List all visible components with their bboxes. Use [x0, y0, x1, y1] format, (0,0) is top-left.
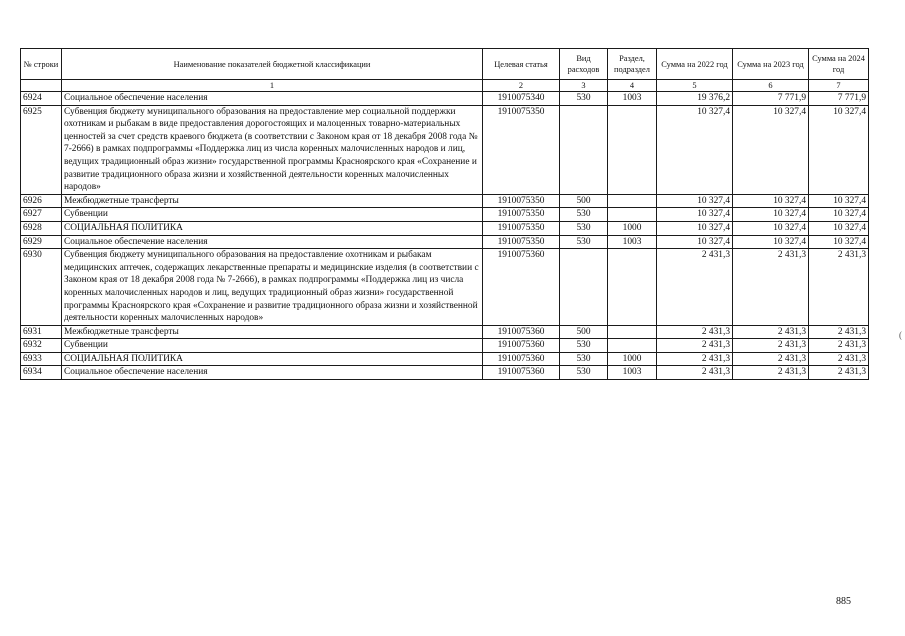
table-row	[21, 325, 869, 339]
target-article-cell: 1910075350	[483, 194, 560, 208]
section-cell: 1003	[608, 92, 657, 106]
sum-2023-cell: 2 431,3	[733, 366, 809, 380]
target-article-cell: 1910075360	[483, 352, 560, 366]
table-row	[21, 208, 869, 222]
table-row	[21, 221, 869, 235]
indicator-name-cell: СОЦИАЛЬНАЯ ПОЛИТИКА	[62, 221, 483, 235]
scan-edge-mark: (	[899, 330, 902, 340]
table-row	[21, 235, 869, 249]
sum-2024-cell: 2 431,3	[809, 352, 869, 366]
target-article-cell: 1910075350	[483, 105, 560, 194]
expense-type-cell: 500	[560, 194, 608, 208]
indicator-name-cell: Межбюджетные трансферты	[62, 194, 483, 208]
target-article-cell: 1910075360	[483, 366, 560, 380]
sum-2022-cell: 10 327,4	[657, 221, 733, 235]
column-number: 4	[608, 80, 657, 92]
column-number: 2	[483, 80, 560, 92]
column-number-blank	[21, 80, 62, 92]
sum-2022-cell: 2 431,3	[657, 366, 733, 380]
header-indicator-name: Наименование показателей бюджетной классификации	[62, 49, 483, 80]
target-article-cell: 1910075340	[483, 92, 560, 106]
target-article-cell: 1910075350	[483, 221, 560, 235]
expense-type-cell	[560, 105, 608, 194]
expense-type-cell: 530	[560, 221, 608, 235]
sum-2023-cell: 2 431,3	[733, 352, 809, 366]
table-row	[21, 92, 869, 106]
indicator-name-cell: Субвенция бюджету муниципального образования на предоставление охотникам и рыбакам медицинских аптечек, содержащих лекарственные препараты и медицинские изделия (в соответствии с Законом края от 18 декабря 2008 года № 7-2666), в рамках подпрограммы «Поддержка лиц из числа коренных малочисленных народов и лиц, ведущих традиционный образ жизни» государственной программы Красноярского края «Сохранение и развитие традиционного образа жизни и хозяйственной деятельности коренных малочисленных народов»	[62, 249, 483, 326]
header-row	[21, 49, 869, 80]
column-number: 7	[809, 80, 869, 92]
row-number-cell: 6932	[21, 339, 62, 353]
header-sum-2023: Сумма на 2023 год	[733, 49, 809, 80]
header-sum-2024: Сумма на 2024 год	[809, 49, 869, 80]
header-target-article: Целевая статья	[483, 49, 560, 80]
column-number: 1	[62, 80, 483, 92]
expense-type-cell: 530	[560, 352, 608, 366]
indicator-name-cell: Субвенции	[62, 339, 483, 353]
indicator-name-cell: СОЦИАЛЬНАЯ ПОЛИТИКА	[62, 352, 483, 366]
indicator-name-cell: Социальное обеспечение населения	[62, 235, 483, 249]
sum-2024-cell: 10 327,4	[809, 221, 869, 235]
sum-2022-cell: 2 431,3	[657, 339, 733, 353]
section-cell	[608, 105, 657, 194]
section-cell	[608, 339, 657, 353]
header-section: Раздел, подраздел	[608, 49, 657, 80]
sum-2023-cell: 10 327,4	[733, 221, 809, 235]
sum-2022-cell: 10 327,4	[657, 105, 733, 194]
column-number-row	[21, 80, 869, 92]
sum-2023-cell: 2 431,3	[733, 339, 809, 353]
expense-type-cell: 530	[560, 235, 608, 249]
section-cell	[608, 194, 657, 208]
page-number: 885	[836, 596, 851, 607]
target-article-cell: 1910075350	[483, 208, 560, 222]
section-cell: 1003	[608, 235, 657, 249]
row-number-cell: 6930	[21, 249, 62, 326]
target-article-cell: 1910075360	[483, 249, 560, 326]
row-number-cell: 6927	[21, 208, 62, 222]
header-expense-type: Вид расходов	[560, 49, 608, 80]
expense-type-cell: 530	[560, 208, 608, 222]
sum-2022-cell: 10 327,4	[657, 208, 733, 222]
sum-2024-cell: 2 431,3	[809, 366, 869, 380]
row-number-cell: 6924	[21, 92, 62, 106]
column-number: 5	[657, 80, 733, 92]
target-article-cell: 1910075360	[483, 325, 560, 339]
sum-2024-cell: 2 431,3	[809, 339, 869, 353]
sum-2022-cell: 10 327,4	[657, 235, 733, 249]
table-row	[21, 352, 869, 366]
target-article-cell: 1910075360	[483, 339, 560, 353]
row-number-cell: 6928	[21, 221, 62, 235]
header-sum-2022: Сумма на 2022 год	[657, 49, 733, 80]
expense-type-cell: 530	[560, 339, 608, 353]
sum-2023-cell: 2 431,3	[733, 325, 809, 339]
sum-2023-cell: 7 771,9	[733, 92, 809, 106]
indicator-name-cell: Социальное обеспечение населения	[62, 92, 483, 106]
indicator-name-cell: Субвенция бюджету муниципального образования на предоставление мер социальной поддержки охотникам и рыбакам в виде предоставления дорогостоящих и малоценных товарно-материальных ценностей за счет средств краевого бюджета (в соответствии с Законом края от 18 декабря 2008 года № 7-2666) в рамках подпрограммы «Поддержка лиц из числа коренных малочисленных народов и лиц, ведущих традиционный образ жизни» государственной программы Красноярского края «Сохранение и развитие традиционного образа жизни и хозяйственной деятельности коренных малочисленных народов»	[62, 105, 483, 194]
sum-2024-cell: 10 327,4	[809, 194, 869, 208]
sum-2023-cell: 2 431,3	[733, 249, 809, 326]
table-row	[21, 194, 869, 208]
section-cell	[608, 325, 657, 339]
row-number-cell: 6926	[21, 194, 62, 208]
sum-2022-cell: 2 431,3	[657, 352, 733, 366]
section-cell: 1000	[608, 221, 657, 235]
row-number-cell: 6933	[21, 352, 62, 366]
section-cell: 1000	[608, 352, 657, 366]
header-row-number: № строки	[21, 49, 62, 80]
budget-table	[20, 48, 869, 380]
target-article-cell: 1910075350	[483, 235, 560, 249]
expense-type-cell: 530	[560, 92, 608, 106]
row-number-cell: 6934	[21, 366, 62, 380]
indicator-name-cell: Социальное обеспечение населения	[62, 366, 483, 380]
section-cell: 1003	[608, 366, 657, 380]
sum-2022-cell: 19 376,2	[657, 92, 733, 106]
expense-type-cell: 500	[560, 325, 608, 339]
row-number-cell: 6931	[21, 325, 62, 339]
indicator-name-cell: Межбюджетные трансферты	[62, 325, 483, 339]
indicator-name-cell: Субвенции	[62, 208, 483, 222]
column-number: 3	[560, 80, 608, 92]
sum-2023-cell: 10 327,4	[733, 235, 809, 249]
table-row	[21, 105, 869, 194]
table-row	[21, 249, 869, 326]
table-row	[21, 339, 869, 353]
table-row	[21, 366, 869, 380]
row-number-cell: 6929	[21, 235, 62, 249]
section-cell	[608, 208, 657, 222]
sum-2024-cell: 2 431,3	[809, 325, 869, 339]
sum-2023-cell: 10 327,4	[733, 105, 809, 194]
sum-2022-cell: 10 327,4	[657, 194, 733, 208]
sum-2023-cell: 10 327,4	[733, 208, 809, 222]
section-cell	[608, 249, 657, 326]
sum-2022-cell: 2 431,3	[657, 325, 733, 339]
sum-2024-cell: 2 431,3	[809, 249, 869, 326]
sum-2022-cell: 2 431,3	[657, 249, 733, 326]
sum-2024-cell: 10 327,4	[809, 208, 869, 222]
row-number-cell: 6925	[21, 105, 62, 194]
expense-type-cell: 530	[560, 366, 608, 380]
sum-2024-cell: 10 327,4	[809, 105, 869, 194]
sum-2024-cell: 10 327,4	[809, 235, 869, 249]
column-number: 6	[733, 80, 809, 92]
expense-type-cell	[560, 249, 608, 326]
sum-2024-cell: 7 771,9	[809, 92, 869, 106]
sum-2023-cell: 10 327,4	[733, 194, 809, 208]
